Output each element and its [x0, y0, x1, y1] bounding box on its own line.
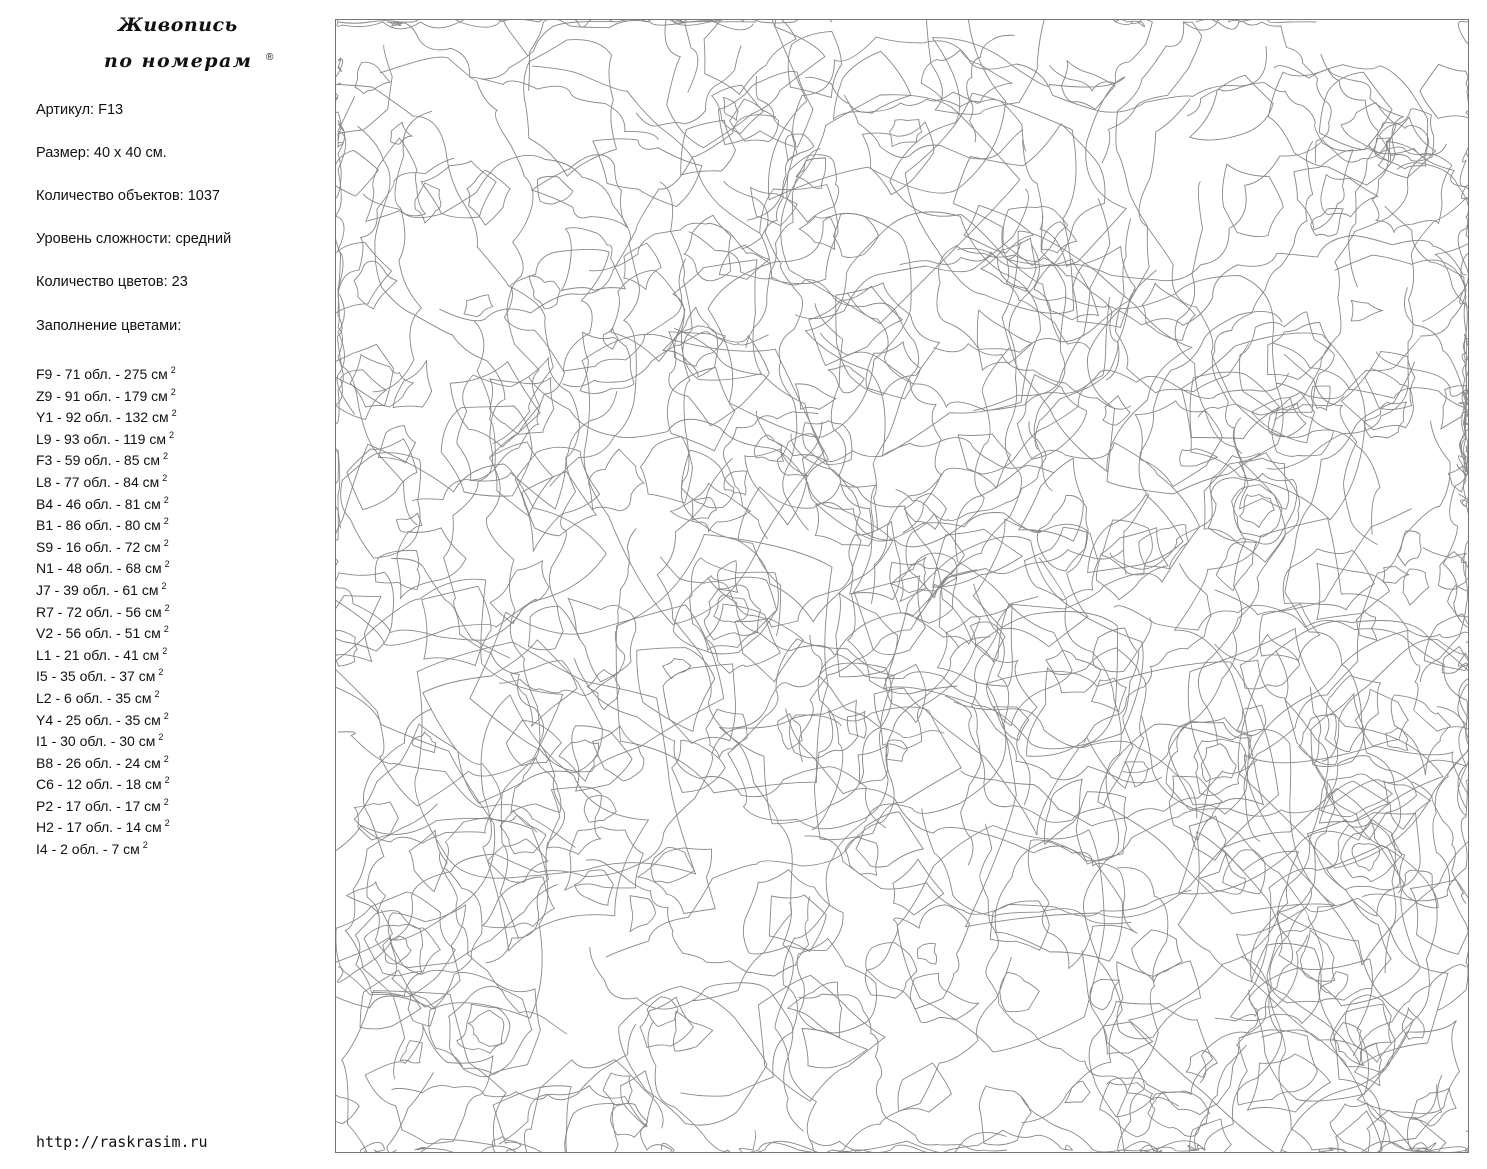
outline-path — [1277, 687, 1335, 912]
outline-path — [977, 310, 1032, 370]
fill-list-item — [36, 403, 177, 425]
outline-path — [1237, 1030, 1317, 1105]
fill-list-item — [36, 490, 177, 512]
outline-path — [673, 20, 757, 92]
outline-path — [1196, 20, 1332, 163]
fill-item-text: S9 - 16 обл. - 72 см — [36, 538, 161, 555]
area-unit-exponent: 2 — [158, 667, 164, 678]
fill-list-item — [36, 706, 177, 728]
outline-path — [1410, 880, 1468, 955]
fill-item-text: Y4 - 25 обл. - 35 см — [36, 711, 161, 728]
fill-list-item — [36, 446, 177, 468]
outline-path — [810, 1130, 1073, 1152]
area-unit-exponent: 2 — [169, 429, 175, 440]
fill-list-item — [36, 468, 177, 490]
fill-item-text: L1 - 21 обл. - 41 см — [36, 646, 160, 663]
outline-path — [1244, 421, 1450, 842]
outline-path — [363, 709, 557, 968]
outline-path — [905, 93, 1076, 313]
outline-path — [347, 439, 417, 510]
outline-path — [464, 295, 493, 317]
outline-path — [884, 536, 1144, 748]
outline-path — [660, 434, 861, 627]
object-count: Количество объектов: 1037 — [36, 188, 220, 204]
outline-path — [1341, 103, 1396, 154]
outline-path — [1166, 721, 1263, 810]
outline-path — [341, 453, 421, 558]
outline-path — [802, 1029, 867, 1068]
outline-path — [1357, 1021, 1459, 1114]
outline-path — [1411, 1088, 1456, 1126]
outline-path — [537, 176, 573, 204]
outline-path — [1294, 150, 1353, 230]
outline-path — [833, 213, 878, 257]
fill-list-item — [36, 511, 177, 533]
fill-item-text: B8 - 26 обл. - 24 см — [36, 754, 161, 771]
outline-path — [1003, 207, 1068, 266]
outline-path — [1187, 83, 1446, 162]
fill-item-text: F9 - 71 обл. - 275 см — [36, 366, 168, 382]
outline-path — [360, 1072, 434, 1152]
outline-path — [854, 576, 925, 655]
outline-path — [798, 994, 1007, 1151]
area-unit-exponent: 2 — [171, 408, 177, 419]
outline-path — [1365, 352, 1415, 410]
outline-path — [708, 213, 911, 437]
outline-path — [1283, 549, 1374, 610]
outline-path — [589, 449, 644, 511]
area-unit-exponent: 2 — [163, 624, 169, 635]
fill-list-item — [36, 813, 177, 835]
fill-item-text: B1 - 86 обл. - 80 см — [36, 517, 161, 534]
outline-path — [1238, 621, 1468, 869]
area-unit-exponent: 2 — [163, 451, 169, 462]
outline-path — [336, 242, 392, 315]
outline-path — [815, 484, 875, 546]
outline-path — [815, 707, 962, 840]
fill-item-text: L9 - 93 обл. - 119 см — [36, 430, 166, 447]
outline-path — [363, 155, 639, 486]
outline-path — [611, 1103, 648, 1137]
outline-path — [781, 95, 1020, 324]
outline-path — [810, 635, 945, 738]
outline-path — [1088, 495, 1183, 573]
area-unit-exponent: 2 — [161, 580, 167, 591]
outline-path — [1351, 300, 1382, 321]
area-unit-exponent: 2 — [163, 796, 169, 807]
outline-path — [336, 630, 357, 666]
outline-path — [1247, 1054, 1330, 1112]
outline-path — [1204, 453, 1300, 562]
outline-path — [741, 76, 797, 249]
outline-path — [1369, 123, 1429, 169]
outline-path — [867, 905, 969, 1009]
fill-item-text: J7 - 39 обл. - 61 см — [36, 581, 159, 598]
outline-path — [956, 246, 1118, 450]
outline-path — [593, 726, 644, 781]
outline-path — [550, 391, 617, 638]
outline-path — [953, 124, 1105, 269]
outline-path — [886, 740, 907, 761]
outline-path — [1321, 972, 1348, 998]
outline-path — [408, 993, 436, 1026]
outline-path — [366, 138, 426, 222]
outline-path — [574, 658, 886, 828]
outline-path — [1307, 813, 1420, 917]
outline-path — [415, 642, 696, 878]
outline-path — [986, 604, 1072, 726]
outline-path — [439, 115, 776, 321]
article-number: Артикул: F13 — [36, 102, 124, 118]
brand-title-line1: Живопись — [118, 14, 238, 36]
fill-list-item — [36, 554, 177, 576]
outline-path — [412, 259, 686, 501]
outline-path — [524, 40, 617, 177]
outline-path — [728, 639, 895, 829]
outline-path — [795, 384, 835, 410]
outline-path — [391, 559, 564, 963]
outline-path — [911, 973, 979, 1022]
outline-path — [739, 1131, 1006, 1153]
outline-path — [630, 896, 655, 932]
outline-path — [743, 870, 843, 954]
area-unit-exponent: 2 — [158, 732, 164, 743]
outline-path — [1404, 287, 1466, 506]
outline-path — [1341, 820, 1402, 882]
fill-list-item — [36, 425, 177, 447]
fill-list-item — [36, 619, 177, 641]
fill-item-text: B4 - 46 обл. - 81 см — [36, 495, 161, 512]
outline-path — [373, 111, 433, 392]
outline-path — [745, 449, 807, 525]
outline-path — [1274, 65, 1428, 421]
fill-item-text: R7 - 72 обл. - 56 см — [36, 603, 162, 620]
outline-path — [640, 437, 692, 503]
fill-item-text: Y1 - 92 обл. - 132 см — [36, 409, 169, 426]
area-unit-exponent: 2 — [163, 753, 169, 764]
area-unit-exponent: 2 — [163, 537, 169, 548]
outline-path — [365, 1025, 493, 1144]
fill-list-item — [36, 533, 177, 555]
outline-path — [1132, 930, 1183, 982]
outline-path — [1102, 22, 1202, 163]
outline-path — [342, 991, 506, 1152]
fill-list-item — [36, 770, 177, 792]
outline-path — [336, 120, 417, 525]
outline-path — [890, 120, 922, 147]
outline-path — [724, 181, 809, 530]
outline-path — [565, 1104, 618, 1152]
outline-path — [916, 584, 980, 644]
outline-path — [1000, 973, 1039, 1012]
outline-path — [481, 695, 648, 951]
outline-path — [449, 986, 532, 1074]
outline-path — [1402, 870, 1438, 908]
outline-path — [845, 837, 878, 875]
area-unit-exponent: 2 — [162, 645, 168, 656]
outline-path — [1232, 485, 1282, 537]
outline-path — [336, 83, 553, 443]
outline-path — [582, 334, 824, 624]
outline-path — [922, 611, 1117, 835]
outline-path — [1240, 494, 1275, 527]
outline-path — [1335, 255, 1468, 643]
outline-path — [1034, 215, 1066, 491]
fill-list-item — [36, 598, 177, 620]
outline-path — [1420, 64, 1468, 118]
outline-path — [1023, 140, 1467, 281]
outline-path — [381, 816, 537, 975]
outline-path — [564, 827, 643, 891]
outline-path — [681, 584, 1009, 1096]
outline-path — [900, 564, 957, 601]
outline-path — [834, 51, 911, 119]
color-count: Количество цветов: 23 — [36, 274, 188, 290]
outline-path — [897, 826, 1104, 1053]
outline-path — [1376, 352, 1468, 578]
outline-path — [421, 161, 496, 218]
outline-path — [383, 937, 411, 964]
outline-path — [1285, 361, 1414, 973]
fill-item-text: I1 - 30 обл. - 30 см — [36, 733, 156, 750]
fill-list-item — [36, 576, 177, 598]
outline-path — [1322, 639, 1468, 808]
outline-path — [380, 57, 540, 456]
outline-path — [805, 836, 1192, 916]
fill-list-item — [36, 835, 177, 857]
outline-path — [1215, 935, 1308, 1021]
fill-item-text: I5 - 35 обл. - 37 см — [36, 668, 156, 685]
area-unit-exponent: 2 — [170, 386, 176, 397]
outline-path — [355, 911, 440, 997]
outline-path — [785, 134, 813, 161]
outline-path — [457, 1004, 510, 1053]
outline-path — [336, 150, 378, 196]
fill-list-item — [36, 641, 177, 663]
outline-path — [1200, 854, 1245, 894]
fill-item-text: V2 - 56 обл. - 51 см — [36, 625, 161, 642]
outline-path — [1042, 222, 1077, 253]
coloring-canvas — [335, 19, 1469, 1153]
difficulty-level: Уровень сложности: средний — [36, 231, 232, 247]
outline-path — [338, 21, 658, 140]
outline-path — [467, 170, 510, 225]
outline-path — [1397, 531, 1421, 566]
outline-path — [336, 96, 355, 414]
fill-list-item — [36, 749, 177, 771]
outline-path — [336, 892, 455, 997]
outline-path — [796, 158, 825, 188]
outline-path — [769, 895, 826, 951]
area-unit-exponent: 2 — [163, 710, 169, 721]
outline-path — [738, 487, 893, 622]
fill-item-text: Z9 - 91 обл. - 179 см — [36, 387, 168, 404]
color-fill-list — [36, 360, 177, 857]
outline-path — [1178, 832, 1298, 982]
outline-path — [730, 99, 779, 142]
outline-path — [958, 434, 1010, 488]
outline-path — [1123, 181, 1246, 772]
outline-path — [336, 579, 563, 806]
outline-path — [1142, 716, 1468, 1152]
outline-path — [806, 212, 1041, 456]
outline-path — [1103, 396, 1130, 425]
outline-path — [528, 606, 563, 650]
area-unit-exponent: 2 — [164, 602, 170, 613]
outline-path — [681, 120, 736, 175]
fill-item-text: F3 - 59 обл. - 85 см — [36, 452, 161, 469]
outline-path — [1002, 231, 1192, 471]
area-unit-exponent: 2 — [142, 840, 148, 851]
fill-list-item — [36, 727, 177, 749]
outline-path — [391, 1024, 636, 1100]
website-link[interactable]: http://raskrasim.ru — [36, 1133, 208, 1151]
area-unit-exponent: 2 — [154, 688, 160, 699]
outline-path — [648, 957, 1011, 1152]
outline-path — [663, 658, 691, 678]
outline-path — [918, 943, 937, 964]
outline-path — [647, 997, 678, 1027]
fill-list-item — [36, 360, 177, 382]
outline-path — [775, 902, 860, 1152]
outline-path — [865, 943, 917, 999]
area-unit-exponent: 2 — [170, 365, 176, 375]
outline-path — [347, 882, 386, 913]
fill-item-text: P2 - 17 обл. - 17 см — [36, 797, 161, 814]
outline-path — [673, 1011, 712, 1051]
fill-list-item — [36, 792, 177, 814]
outline-path — [1262, 1030, 1467, 1152]
outline-path — [522, 472, 596, 536]
fill-item-text: L2 - 6 обл. - 35 см — [36, 689, 152, 706]
outline-path — [1364, 402, 1406, 438]
outline-path — [547, 787, 601, 855]
fill-item-text: I4 - 2 обл. - 7 см — [36, 841, 140, 858]
fill-list-item — [36, 382, 177, 404]
outline-path — [1049, 20, 1152, 91]
outline-path — [981, 238, 1036, 291]
outline-path — [847, 293, 1288, 411]
outline-path — [1268, 69, 1403, 185]
outline-path — [799, 216, 835, 249]
outline-path — [1103, 1022, 1153, 1054]
outline-path — [468, 1010, 504, 1046]
outline-path — [1284, 354, 1378, 544]
outline-path — [1222, 164, 1283, 237]
outline-path — [1117, 961, 1201, 1039]
outline-path — [1317, 563, 1390, 619]
outline-path — [415, 1060, 664, 1152]
outline-path — [809, 286, 903, 365]
outline-path — [589, 223, 770, 271]
area-unit-exponent: 2 — [164, 818, 170, 829]
fill-item-text: C6 - 12 обл. - 18 см — [36, 776, 162, 793]
brand-title-line2: по номерам — [104, 50, 253, 72]
outline-path — [980, 824, 1179, 1106]
outline-path — [990, 901, 1049, 950]
area-unit-exponent: 2 — [164, 559, 170, 570]
outline-path — [1330, 1103, 1385, 1152]
outline-path — [562, 228, 626, 291]
outline-path — [532, 66, 759, 233]
fill-list-item — [36, 684, 177, 706]
outline-path — [973, 519, 1088, 647]
canvas-size: Размер: 40 х 40 см. — [36, 145, 167, 161]
registered-mark: ® — [266, 52, 274, 63]
outline-path — [619, 986, 767, 1125]
fill-item-text: L8 - 77 обл. - 84 см — [36, 473, 160, 490]
outline-path — [926, 20, 1055, 114]
outline-path — [1135, 401, 1222, 487]
outline-path — [499, 528, 636, 695]
outline-path — [674, 328, 1037, 805]
fill-item-text: N1 - 48 обл. - 68 см — [36, 560, 162, 577]
outline-path — [354, 261, 397, 309]
outline-path — [355, 62, 390, 93]
outline-path — [637, 648, 715, 732]
outline-path — [900, 252, 1061, 343]
outline-path — [584, 796, 616, 823]
outline-path — [493, 1086, 571, 1152]
outline-path — [1341, 369, 1413, 430]
outline-path — [1268, 323, 1331, 380]
outline-path — [481, 20, 613, 79]
area-unit-exponent: 2 — [162, 472, 168, 483]
outline-path — [1093, 628, 1138, 672]
outline-path — [336, 572, 394, 651]
outline-path — [684, 215, 731, 281]
outline-path — [624, 243, 661, 289]
outline-path — [483, 877, 554, 928]
outline-path — [898, 1063, 951, 1112]
area-unit-exponent: 2 — [164, 775, 170, 786]
outline-path — [1125, 762, 1149, 787]
area-unit-exponent: 2 — [163, 494, 169, 505]
outline-path — [1017, 375, 1086, 460]
outline-path — [488, 839, 548, 882]
line-art-illustration — [336, 20, 1468, 1152]
fill-heading: Заполнение цветами: — [36, 318, 182, 334]
outline-path — [797, 938, 876, 1033]
outline-path — [1433, 653, 1468, 1011]
area-unit-exponent: 2 — [163, 516, 169, 527]
outline-path — [1244, 746, 1468, 965]
outline-path — [866, 342, 921, 399]
outline-path — [1403, 569, 1429, 605]
fill-item-text: H2 - 17 обл. - 14 см — [36, 819, 162, 836]
outline-path — [704, 20, 796, 94]
outline-path — [603, 1073, 632, 1105]
outline-path — [1169, 718, 1252, 815]
fill-list-item — [36, 662, 177, 684]
info-sidebar — [0, 0, 330, 1169]
outline-path — [616, 534, 832, 792]
outline-path — [1321, 175, 1378, 217]
outline-path — [1139, 99, 1380, 535]
